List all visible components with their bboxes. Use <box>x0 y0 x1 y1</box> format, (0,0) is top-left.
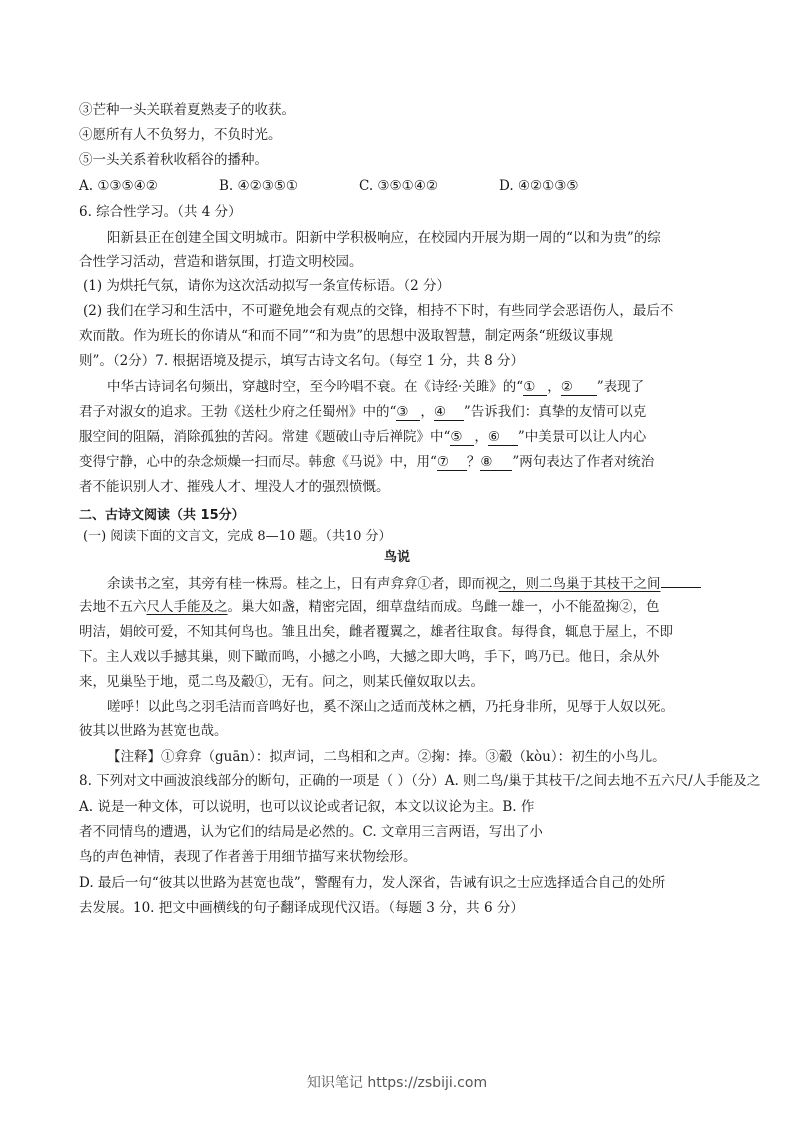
q7-blank-1[interactable]: ① <box>523 379 547 396</box>
q9-line-1: A. 说是一种文体，可以说明，也可以议论或者记叙，本文以议论为主。B. 作 <box>79 799 535 815</box>
q8-line: 8. 下列对文中画波浪线部分的断句，正确的一项是（ ）（分）A. 则二鸟/巢于其枝干/之间去地不五六尺/人手能及之 <box>79 773 761 789</box>
passage-line-7: 彼其以世路为甚宽也哉。 <box>79 723 228 739</box>
q7-blank-2[interactable]: ② <box>561 379 597 396</box>
q6-paragraph-1: 阳新县正在创建全国文明城市。阳新中学积极响应，在校园内开展为期一周的“以和为贵”的综 <box>107 230 661 246</box>
option-line-4: ④愿所有人不负努力，不负时光。 <box>79 127 282 143</box>
q7-text: ”告诉我们：真挚的友情可以克 <box>463 404 647 420</box>
passage-line-5: 来，见巢坠于地，觅二鸟及觳①，无有。问之，则某氏僮奴取以去。 <box>79 674 484 690</box>
q7-text: ”两句表达了作者对统治 <box>512 454 655 470</box>
passage-note: 【注释】①弇弇（guān）：拟声词，二鸟相和之声。②掬：捧。③觳（kòu）：初生的小鸟儿。 <box>107 749 666 765</box>
q7-sep: ， <box>547 379 561 395</box>
q7-line-5: 者不能识别人才、摧残人才、埋没人才的强烈愤慨。 <box>79 479 390 495</box>
q7-blank-6[interactable]: ⑥ <box>488 429 518 446</box>
q6-paragraph-2: 合性学习活动，营造和谐氛围，打造文明校园。 <box>79 254 363 270</box>
section-2-title: 二、古诗文阅读（共 15分） <box>79 508 245 523</box>
q9-line-2: 者不同情鸟的遭遇，认为它们的结局是必然的。C. 文章用三言两语，写出了小 <box>79 824 543 840</box>
q5-option-c: C. ③⑤①④② <box>359 178 438 194</box>
q7-sep: ， <box>474 429 488 445</box>
q5-option-d: D. ④②①③⑤ <box>499 178 579 194</box>
q7-text: 服空间的阻隔，消除孤独的苦闷。常建《题破山寺后禅院》中“ <box>79 429 451 445</box>
passage-line-4: 下。主人戏以手撼其巢，则下瞰而鸣，小撼之小鸣，大撼之即大鸣，手下，鸣乃已。他日，余从外 <box>79 649 660 665</box>
q6-sub-2-line-3: 则”。（2分）7. 根据语境及提示，填写古诗文名句。（每空 1 分，共 8 分） <box>79 353 525 369</box>
passage-line-6: 嗟呼！以此鸟之羽毛洁而音鸣好也，奚不深山之适而茂林之栖，乃托身非所，见辱于人奴以死。 <box>107 699 674 715</box>
q7-line-1 <box>107 378 644 396</box>
q5-options <box>79 177 578 195</box>
q6-sub-2-line-1: (2) 我们在学习和生活中，不可避免地会有观点的交锋，相持不下时，有些同学会恶语伤人，最后不 <box>83 303 674 319</box>
q5-option-b: B. ④②③⑤① <box>219 178 299 194</box>
passage-text: 余读书之室，其旁有桂一株焉。桂之上，日有声弇弇①者，即而视 <box>107 576 499 592</box>
q9-line-4: D. 最后一句“彼其以世路为甚宽也哉”，警醒有力，发人深省，告诫有识之士应选择适合自己的处所 <box>79 875 666 891</box>
q7-line-3 <box>79 428 646 446</box>
passage-line-1 <box>107 573 701 593</box>
footer-watermark: 知识笔记 https://zsbiji.com <box>306 1075 488 1091</box>
q7-blank-3[interactable]: ③ <box>396 404 420 421</box>
passage-title: 鸟说 <box>383 550 410 565</box>
q7-blank-4[interactable]: ④ <box>434 404 464 421</box>
passage-line-3: 明洁，娟皎可爱，不知其何鸟也。雏且出矣，雌者覆翼之，雄者往取食。每得食，辄息于屋上，不即 <box>79 624 673 640</box>
q7-text: 变得宁静，心中的杂念烦燥一扫而尽。韩愈《马说》中，用“ <box>79 454 437 470</box>
q7-text: 中华古诗词名句频出，穿越时空，至今吟唱不衰。在《诗经·关雎》的“ <box>107 379 524 395</box>
passage-wavy-underlined: 之，则二鸟巢于其枝干之间 <box>498 576 661 592</box>
q9-line-3: 鸟的声色神情，表现了作者善于用细节描写来状物绘形。 <box>79 849 417 865</box>
q9-line-5: 去发展。10. 把文中画横线的句子翻译成现代汉语。（每题 3 分，共 6 分） <box>79 900 524 916</box>
q6-sub-2-line-2: 欢而散。作为班长的你请从“和而不同”“和为贵”的思想中汲取智慧，制定两条“班级议事规 <box>79 328 614 344</box>
passage-text: 。巢大如盏，精密完固，细草盘结而成。鸟雌一雄一，小不能盈掬②，色 <box>227 599 660 615</box>
q7-line-4 <box>79 453 654 471</box>
q5-option-a: A. ①③⑤④② <box>79 178 158 194</box>
q7-blank-8[interactable]: ⑧ <box>480 454 512 471</box>
q7-text: 君子对淑女的追求。王勃《送杜少府之任蜀州》中的“ <box>79 404 397 420</box>
passage-text: 去地不五六 <box>79 599 147 615</box>
option-line-3: ③芒种一头关联着夏熟麦子的收获。 <box>79 102 295 118</box>
q6-title: 6. 综合性学习。（共 4 分） <box>79 204 242 220</box>
q7-blank-5[interactable]: ⑤ <box>450 429 474 446</box>
passage-underlined: 尺人手能及之 <box>146 599 228 615</box>
section-2-subtitle: (一) 阅读下面的文言文，完成 8—10 题。（共10 分） <box>83 529 392 544</box>
q7-sep: ？ <box>466 454 481 470</box>
q7-line-2 <box>79 403 646 421</box>
q7-sep: ， <box>420 404 434 420</box>
q6-sub-1: (1) 为烘托气氛，请你为这次活动拟写一条宣传标语。（2 分） <box>83 278 451 294</box>
passage-line-2 <box>79 598 660 616</box>
option-line-5: ⑤一头关系着秋收稻谷的播种。 <box>79 152 268 168</box>
q7-text: ”中美景可以让人内心 <box>517 429 647 445</box>
underline-tail <box>661 573 701 588</box>
q7-blank-7[interactable]: ⑦ <box>437 454 467 471</box>
q7-text: ”表现了 <box>596 379 645 395</box>
